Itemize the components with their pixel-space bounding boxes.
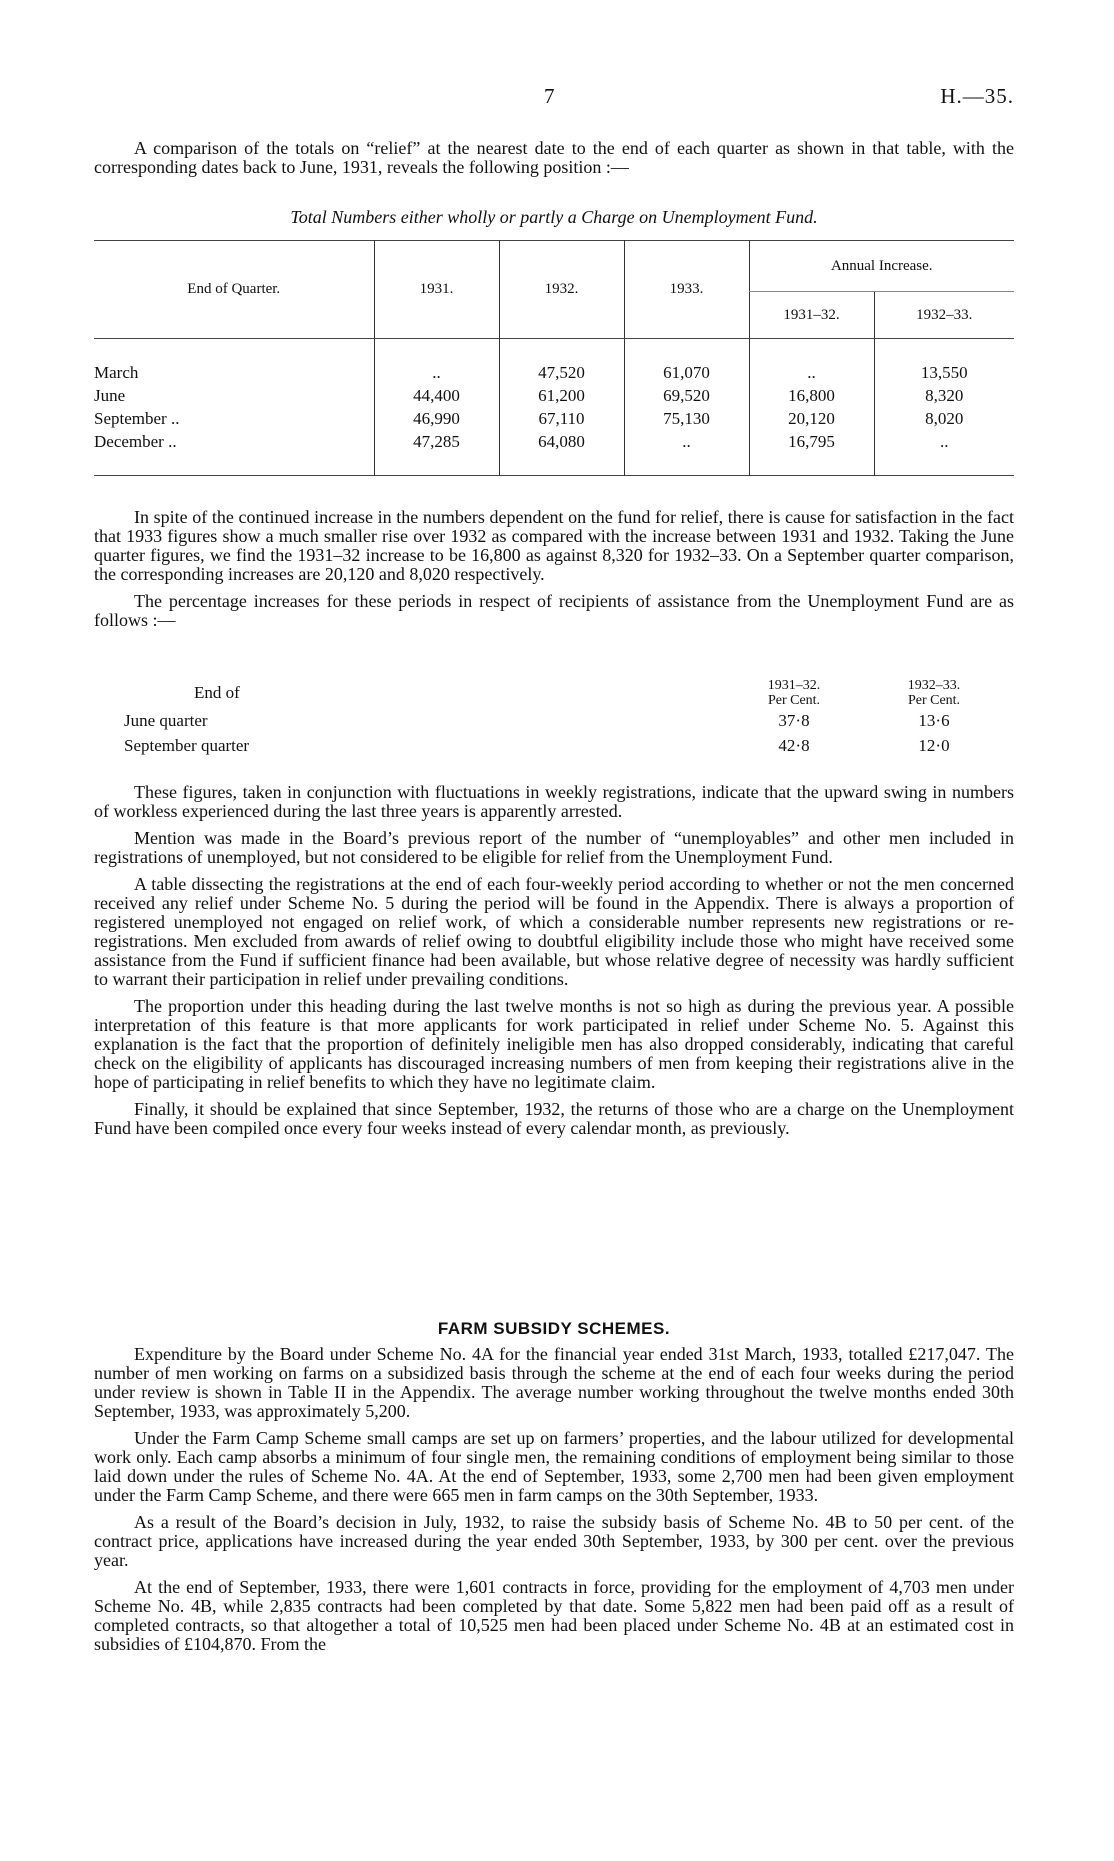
cell-1933: 75,130 <box>624 407 749 430</box>
page-header <box>94 84 1014 114</box>
analysis-section <box>94 508 1014 638</box>
document-reference: H.—35. <box>940 84 1014 108</box>
col-1933: 1933. <box>624 241 749 339</box>
cell-1932: 67,110 <box>499 407 624 430</box>
paragraph: Under the Farm Camp Scheme small camps are set up on farmers’ properties, and the labour utilized for developmental work only. Each camp absorbs a minimum of four single men, the remaining conditions of employment being similar to those laid down under the rules of Scheme No. 4A. At the end of September, 1933, some 2,700 men had been given employment under the Farm Camp Scheme, and there were 665 men in farm camps on the 30th September, 1933. <box>94 1428 1014 1505</box>
col-a-year: 1931–32. <box>767 678 821 693</box>
table-row <box>124 708 1004 733</box>
cell-1931-32: 37·8 <box>778 710 810 730</box>
cell-increase-1931-32: 20,120 <box>749 407 874 430</box>
cell-1933: .. <box>624 430 749 476</box>
farm-subsidy-section <box>94 1345 1014 1662</box>
cell-1931: 47,285 <box>374 430 499 476</box>
paragraph: A table dissecting the registrations at the end of each four-weekly period according to whether or not the men concerned received any relief under Scheme No. 5 during the period will be found in the Appendix. There is always a proportion of registered unemployed not engaged on relief work, of which a considerable number represents new registrations or re-registrations. Men excluded from awards of relief owing to doubtful eligibility include those who might have received some assistance from the Fund if sufficient finance had been available, but whose relative degree of necessity was hardly sufficient to warrant their participation in relief under prevailing conditions. <box>94 874 1014 989</box>
cell-increase-1931-32: 16,795 <box>749 430 874 476</box>
table-row <box>94 384 1014 407</box>
cell-1933: 69,520 <box>624 384 749 407</box>
quarter-label: March <box>94 362 139 382</box>
paragraph: These figures, taken in conjunction with fluctuations in weekly registrations, indicate that the upward swing in numbers of workless experienced during the last three years is apparently arrested. <box>94 782 1014 821</box>
cell-1932: 64,080 <box>499 430 624 476</box>
cell-1931-32: 42·8 <box>778 735 810 755</box>
col-end-of-quarter: End of Quarter. <box>94 241 374 339</box>
col-1931: 1931. <box>374 241 499 339</box>
cell-1933: 61,070 <box>624 339 749 385</box>
cell-1931: 46,990 <box>374 407 499 430</box>
cell-increase-1932-33: 8,020 <box>874 407 1014 430</box>
quarter-label: June <box>94 385 126 405</box>
col-b-unit: Per Cent. <box>907 693 961 708</box>
col-1932: 1932. <box>499 241 624 339</box>
intro-paragraph: A comparison of the totals on “relief” at the nearest date to the end of each quarter as shown in that table, with the corresponding dates back to June, 1931, reveals the following position :— <box>94 138 1014 177</box>
cell-1932: 47,520 <box>499 339 624 385</box>
cell-1931: .. <box>374 339 499 385</box>
cell-increase-1932-33: 13,550 <box>874 339 1014 385</box>
col-1932-33: 1932–33. <box>874 292 1014 339</box>
paragraph: Finally, it should be explained that since September, 1932, the returns of those who are a charge on the Unemployment Fund have been compiled once every four weeks instead of every calendar month, as previously. <box>94 1099 1014 1138</box>
row-label: June quarter <box>124 710 208 730</box>
cell-increase-1932-33: .. <box>874 430 1014 476</box>
col-a-unit: Per Cent. <box>767 693 821 708</box>
table-row <box>94 339 1014 385</box>
section-heading: FARM SUBSIDY SCHEMES. <box>437 1319 671 1338</box>
cell-1932-33: 13·6 <box>918 710 950 730</box>
paragraph: At the end of September, 1933, there were 1,601 contracts in force, providing for the employment of 4,703 men under Scheme No. 4B, while 2,835 contracts had been completed by that date. Some 5,822 men had been paid off as a result of completed contracts, so that altogether a total of 10,525 men had been placed under Scheme No. 4B at an estimated cost in subsidies of £104,870. From the <box>94 1577 1014 1654</box>
discussion-section <box>94 783 1014 1146</box>
page-number: 7 <box>544 84 555 108</box>
cell-1931: 44,400 <box>374 384 499 407</box>
cell-increase-1932-33: 8,320 <box>874 384 1014 407</box>
paragraph: Mention was made in the Board’s previous report of the number of “unemployables” and other men included in registrations of unemployed, but not considered to be eligible for relief from the Unemployment Fund. <box>94 828 1014 867</box>
paragraph-spite: In spite of the continued increase in the numbers dependent on the fund for relief, there is cause for satisfaction in the fact that 1933 figures show a much smaller rise over 1932 as compared with the increase between 1931 and 1932. Taking the June quarter figures, we find the 1931–32 increase to be 16,800 as against 8,320 for 1932–33. On a September quarter comparison, the corresponding increases are 20,120 and 8,020 respectively. <box>94 507 1014 584</box>
col-annual-increase: Annual Increase. <box>749 241 1014 292</box>
paragraph: The proportion under this heading during the last twelve months is not so high as during the previous year. A possible interpretation of this feature is that more applicants for work participated in relief under Scheme No. 5. Against this explanation is the fact that the proportion of definitely ineligible men has also dropped considerably, indicating that careful check on the eligibility of applicants has discouraged increasing numbers of men from keeping their registrations alive in the hope of participating in relief benefits to which they have no legitimate claim. <box>94 996 1014 1092</box>
cell-1932: 61,200 <box>499 384 624 407</box>
table-caption: Total Numbers either wholly or partly a Charge on Unemployment Fund. <box>290 207 818 227</box>
col-end-of: End of <box>194 683 240 702</box>
cell-increase-1931-32: .. <box>749 339 874 385</box>
quarter-label: September .. <box>94 408 180 428</box>
table-row <box>94 407 1014 430</box>
col-1932-33-header <box>864 678 1004 708</box>
cell-increase-1931-32: 16,800 <box>749 384 874 407</box>
percentage-table <box>124 678 1004 758</box>
paragraph: As a result of the Board’s decision in July, 1932, to raise the subsidy basis of Scheme No. 4B to 50 per cent. of the contract price, applications have increased during the year ended 30th September, 1933, by 300 per cent. over the previous year. <box>94 1512 1014 1570</box>
col-1931-32: 1931–32. <box>749 292 874 339</box>
table-row <box>94 430 1014 476</box>
paragraph-percentage: The percentage increases for these periods in respect of recipients of assistance from the Unemployment Fund are as follows :— <box>94 591 1014 630</box>
paragraph: Expenditure by the Board under Scheme No. 4A for the financial year ended 31st March, 1933, totalled £217,047. The number of men working on farms on a subsidized basis through the scheme at the end of each four weeks during the period under review is shown in Table II in the Appendix. The average number working throughout the twelve months ended 30th September, 1933, was approximately 5,200. <box>94 1344 1014 1421</box>
relief-totals-table <box>94 240 1014 476</box>
quarter-label: December .. <box>94 431 177 451</box>
cell-1932-33: 12·0 <box>918 735 950 755</box>
table-row <box>124 733 1004 758</box>
row-label: September quarter <box>124 735 250 755</box>
col-b-year: 1932–33. <box>907 678 961 693</box>
col-1931-32-header <box>724 678 864 708</box>
